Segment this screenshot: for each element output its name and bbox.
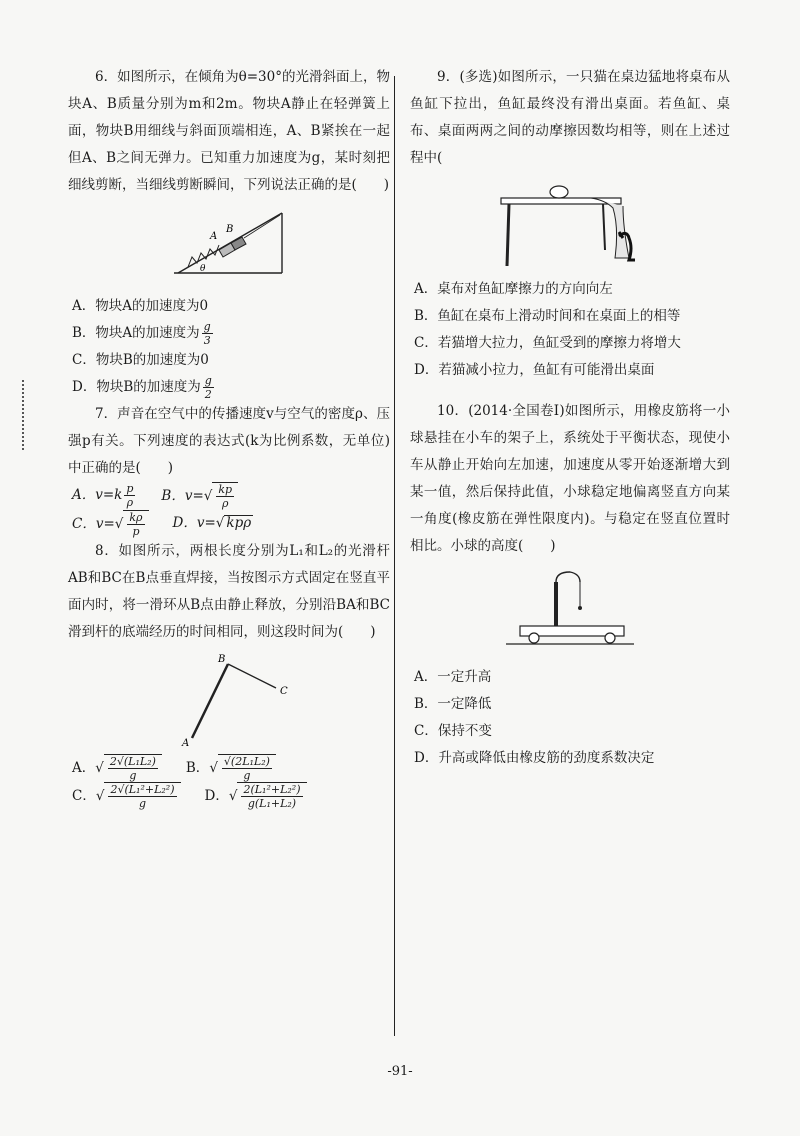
question-6 bbox=[68, 64, 390, 401]
q8-option-c: C．√ $\frac{\text{2√(L₁²+L₂²)}}{g}$ bbox=[72, 782, 181, 810]
left-column bbox=[68, 64, 390, 810]
q8-rod-bc bbox=[228, 664, 276, 688]
q8-label-c: C bbox=[280, 686, 288, 697]
q9-option-c: C．若猫增大拉力，鱼缸受到的摩擦力将增大 bbox=[414, 335, 681, 351]
q9-option-a: A．桌布对鱼缸摩擦力的方向向左 bbox=[414, 281, 613, 297]
q6-label-a: A bbox=[210, 231, 218, 242]
question-10 bbox=[410, 398, 730, 772]
q6-label-theta: θ bbox=[200, 264, 206, 274]
q8-rods-figure bbox=[154, 652, 304, 748]
q10-option-a: A．一定升高 bbox=[414, 669, 492, 685]
q9-tablecloth bbox=[591, 198, 629, 258]
q6-incline-line bbox=[178, 213, 282, 273]
q9-stem: 9．(多选)如图所示，一只猫在桌边猛地将桌布从鱼缸下拉出，鱼缸最终没有滑出桌面。若鱼缸、桌布、桌面两两之间的动摩擦因数均相等，则在上述过程中( bbox=[410, 69, 730, 166]
right-column bbox=[410, 64, 730, 772]
page-number: -91- bbox=[387, 1064, 413, 1079]
q8-label-b: B bbox=[218, 654, 226, 665]
question-7 bbox=[68, 401, 390, 538]
q6-option-c: C．物块B的加速度为0 bbox=[72, 352, 209, 368]
q8-option-a: A．√ $\frac{\text{2√(L₁L₂)}}{g}$ bbox=[72, 754, 162, 782]
q6-option-b: B．物块A的加速度为 $\frac{g}{3}$ bbox=[72, 320, 211, 347]
q7-option-a: A．v=k $\frac{p}{\rho}$ bbox=[72, 482, 134, 509]
q10-cart-figure bbox=[500, 566, 640, 658]
q6-option-a: A．物块A的加速度为0 bbox=[72, 298, 209, 314]
column-divider bbox=[394, 76, 395, 1036]
q9-fish-bowl bbox=[550, 186, 568, 198]
q8-option-d: D．√ $\frac{\text{2(L₁²+L₂²)}}{\text{g(L₁+L₂)}}$ bbox=[205, 782, 307, 810]
q8-rod-ab bbox=[192, 664, 228, 738]
q6-label-b: B bbox=[226, 224, 234, 235]
q10-wheel-right bbox=[605, 633, 615, 643]
question-9 bbox=[410, 64, 730, 384]
q6-string bbox=[244, 215, 280, 238]
q7-option-d: D．v=√ kpρ bbox=[172, 515, 252, 531]
q10-option-b: B．一定降低 bbox=[414, 696, 492, 712]
q6-incline-figure bbox=[164, 205, 294, 287]
q6-option-d: D．物块B的加速度为 $\frac{g}{2}$ bbox=[72, 374, 212, 401]
q10-wheel-left bbox=[529, 633, 539, 643]
q9-table-leg-left bbox=[507, 204, 509, 266]
q10-ball bbox=[578, 606, 582, 610]
q10-post bbox=[554, 582, 558, 626]
q9-option-b: B．鱼缸在桌布上滑动时间和在桌面上的相等 bbox=[414, 308, 681, 324]
q10-option-c: C．保持不变 bbox=[414, 723, 492, 739]
q7-option-c: C．v=√ $\frac{k\rho}{p}$ bbox=[72, 510, 149, 538]
q8-option-b: B．√ $\frac{\text{√(2L₁L₂)}}{g}$ bbox=[186, 754, 276, 782]
q8-label-a: A bbox=[182, 738, 190, 748]
q6-stem: 6．如图所示，在倾角为θ=30°的光滑斜面上，物块A、B质量分别为m和2m。物块A静止在轻弹簧上面，物块B用细线与斜面顶端相连，A、B紧挨在一起但A、B之间无弹力。已知重力加速度为g，某时刻把细线剪断，当细线剪断瞬间，下列说法正确的是( ) bbox=[68, 69, 390, 193]
q10-stem: 10．(2014·全国卷Ⅰ)如图所示，用橡皮筋将一小球悬挂在小车的架子上，系统处于平衡状态，现使小车从静止开始向左加速，加速度从零开始逐渐增大到某一值，然后保持此值，小球稳定地偏离竖直方向某一角度(橡皮筋在弹性限度内)。与稳定在竖直位置时相比。小球的高度( ) bbox=[410, 403, 730, 554]
q9-table-leg-right bbox=[603, 204, 605, 250]
q9-cat-table-figure bbox=[495, 178, 645, 270]
q10-arm bbox=[556, 572, 580, 582]
q8-stem: 8．如图所示，两根长度分别为L₁和L₂的光滑杆AB和BC在B点垂直焊接，当按图示方式固定在竖直平面内时，将一滑环从B点由静止释放，分别沿BA和BC滑到杆的底端经历的时间相同，则这段时间为( ) bbox=[68, 543, 390, 640]
q10-option-d: D．升高或降低由橡皮筋的劲度系数决定 bbox=[414, 750, 655, 766]
q7-option-b: B．v=√ $\frac{kp}{\rho}$ bbox=[161, 482, 238, 510]
q9-option-d: D．若猫减小拉力，鱼缸有可能滑出桌面 bbox=[414, 362, 655, 378]
question-8 bbox=[68, 538, 390, 810]
binding-margin-dots bbox=[22, 380, 26, 450]
q7-stem: 7．声音在空气中的传播速度v与空气的密度ρ、压强p有关。下列速度的表达式(k为比例系数，无单位)中正确的是( ) bbox=[68, 406, 390, 476]
